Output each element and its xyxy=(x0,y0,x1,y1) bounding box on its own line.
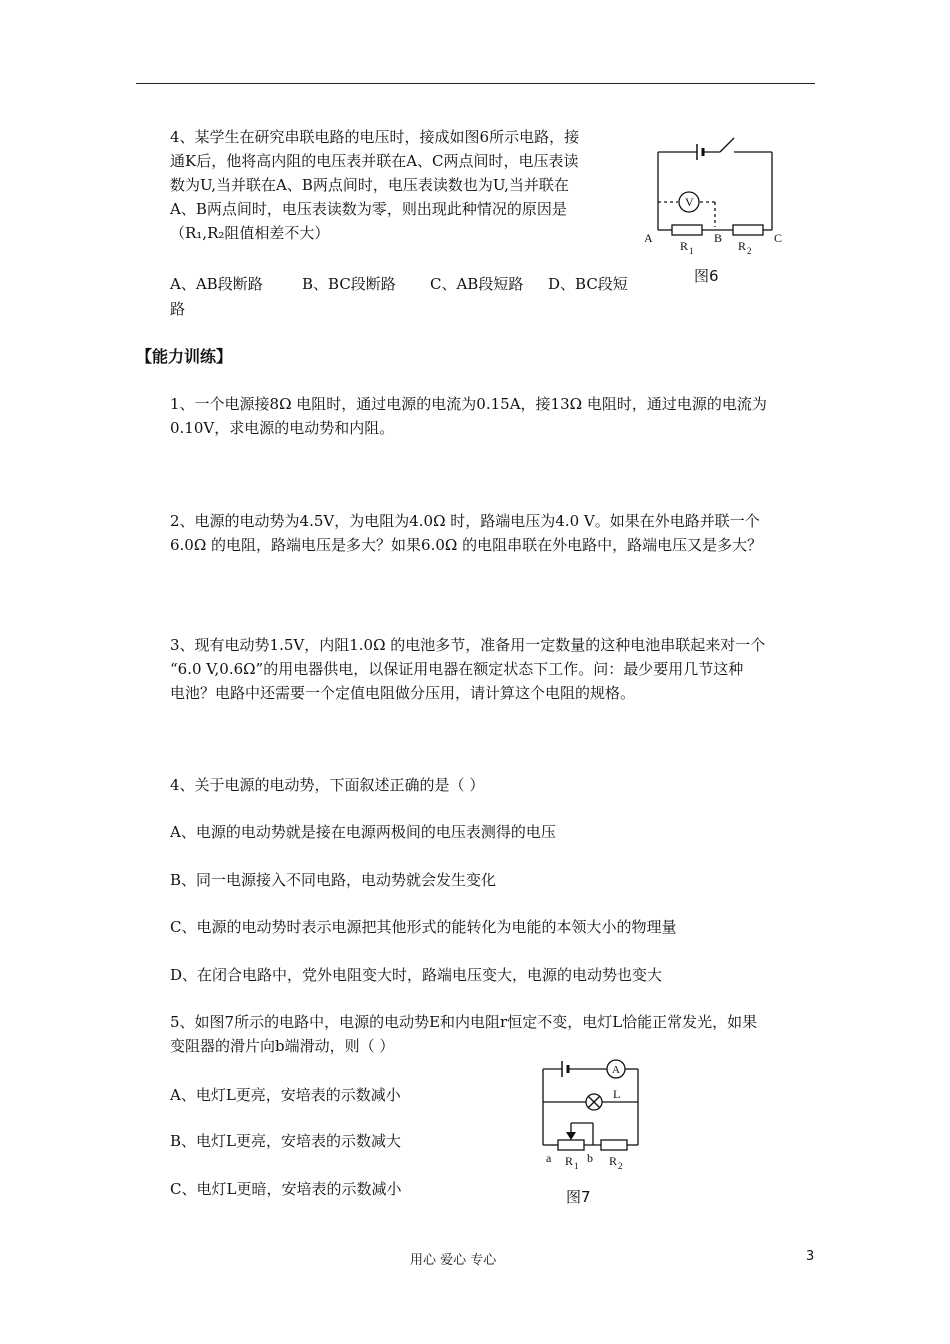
q4-option-a: A、AB段断路 xyxy=(170,275,263,293)
p1-line: 1、一个电源接8Ω 电阻时，通过电源的电流为0.15A，接13Ω 电阻时，通过电源的电流为 xyxy=(170,395,767,413)
p1-line: 0.10V，求电源的电动势和内阻。 xyxy=(170,419,395,437)
q4-line: 通K后，他将高内阻的电压表并联在A、C两点间时，电压表读 xyxy=(170,152,579,170)
p5-option-a: A、电灯L更亮，安培表的示数减小 xyxy=(170,1086,401,1104)
q4-option-d: D、BC段短 xyxy=(548,275,628,293)
p4-option-c: C、电源的电动势时表示电源把其他形式的能转化为电能的本领大小的物理量 xyxy=(170,918,677,936)
p3-line: “6.0 V,0.6Ω”的用电器供电，以保证用电器在额定状态下工作。问：最少要用几节这种 xyxy=(170,660,744,678)
p2-line: 6.0Ω 的电阻，路端电压是多大？如果6.0Ω 的电阻串联在外电路中，路端电压又是多大？ xyxy=(170,536,763,554)
q4-option-c: C、AB段短路 xyxy=(430,275,524,293)
q4-option-d-wrap: 路 xyxy=(170,300,186,318)
q4-stem xyxy=(170,125,579,245)
p3-line: 3、现有电动势1.5V，内阻1.0Ω 的电池多节，准备用一定数量的这种电池串联起来对一个 xyxy=(170,636,766,654)
q4-line: （R₁,R₂阻值相差不大） xyxy=(170,224,330,242)
problem-2 xyxy=(170,509,762,557)
fig7-label-b: b xyxy=(587,1151,593,1165)
p5-option-c: C、电灯L更暗，安培表的示数减小 xyxy=(170,1180,402,1198)
fig6-label-r1: R xyxy=(680,239,689,253)
p4-option-d: D、在闭合电路中，党外电阻变大时，路端电压变大，电源的电动势也变大 xyxy=(170,966,663,984)
q4-line: A、B两点间时，电压表读数为零，则出现此种情况的原因是 xyxy=(170,200,567,218)
p4-stem: 4、关于电源的电动势，下面叙述正确的是（ ） xyxy=(170,776,485,794)
slider-arrow-icon xyxy=(566,1132,576,1140)
p5-line: 变阻器的滑片向b端滑动，则（ ） xyxy=(170,1037,395,1055)
problem-3 xyxy=(170,633,765,705)
fig6-label-r2-sub: 2 xyxy=(747,246,752,256)
p5-option-b: B、电灯L更亮，安培表的示数减大 xyxy=(170,1132,401,1150)
q4-option-b: B、BC段断路 xyxy=(302,275,396,293)
section-heading: 【能力训练】 xyxy=(136,347,233,366)
fig6-label-r2: R xyxy=(738,239,747,253)
p4-option-a: A、电源的电动势就是接在电源两极间的电压表测得的电压 xyxy=(170,823,556,841)
voltmeter-label: V xyxy=(685,195,694,209)
fig7-label-r1: R xyxy=(565,1154,574,1168)
fig7-label-a: a xyxy=(546,1151,552,1165)
header-rule xyxy=(136,83,815,84)
problem-1 xyxy=(170,392,767,440)
page-number: 3 xyxy=(806,1249,815,1264)
fig6-label-b: B xyxy=(714,231,723,245)
p4-option-b: B、同一电源接入不同电路，电动势就会发生变化 xyxy=(170,871,497,889)
q4-line: 4、某学生在研究串联电路的电压时，接成如图6所示电路，接 xyxy=(170,128,580,146)
p5-line: 5、如图7所示的电路中，电源的电动势E和内电阻r恒定不变，电灯L恰能正常发光，如果 xyxy=(170,1013,758,1031)
fig7-label-r2-sub: 2 xyxy=(618,1161,623,1171)
fig6-label-r1-sub: 1 xyxy=(689,246,694,256)
figure6-caption: 图6 xyxy=(694,267,719,285)
figure7-caption: 图7 xyxy=(566,1188,591,1206)
lamp-label: L xyxy=(613,1087,621,1101)
ammeter-label: A xyxy=(612,1064,620,1076)
figure6-circuit xyxy=(640,130,790,260)
p2-line: 2、电源的电动势为4.5V，为电阻为4.0Ω 时，路端电压为4.0 V。如果在外电路并联一个 xyxy=(170,512,760,530)
footer-motto: 用心 爱心 专心 xyxy=(410,1253,497,1268)
figure7-circuit xyxy=(535,1053,655,1175)
fig6-label-a: A xyxy=(644,231,653,245)
p5-stem xyxy=(170,1010,757,1058)
fig7-label-r2: R xyxy=(609,1154,618,1168)
fig7-label-r1-sub: 1 xyxy=(574,1161,579,1171)
p3-line: 电池？电路中还需要一个定值电阻做分压用，请计算这个电阻的规格。 xyxy=(170,684,636,702)
fig6-label-c: C xyxy=(774,231,783,245)
q4-line: 数为U,当并联在A、B两点间时，电压表读数也为U,当并联在 xyxy=(170,176,569,194)
